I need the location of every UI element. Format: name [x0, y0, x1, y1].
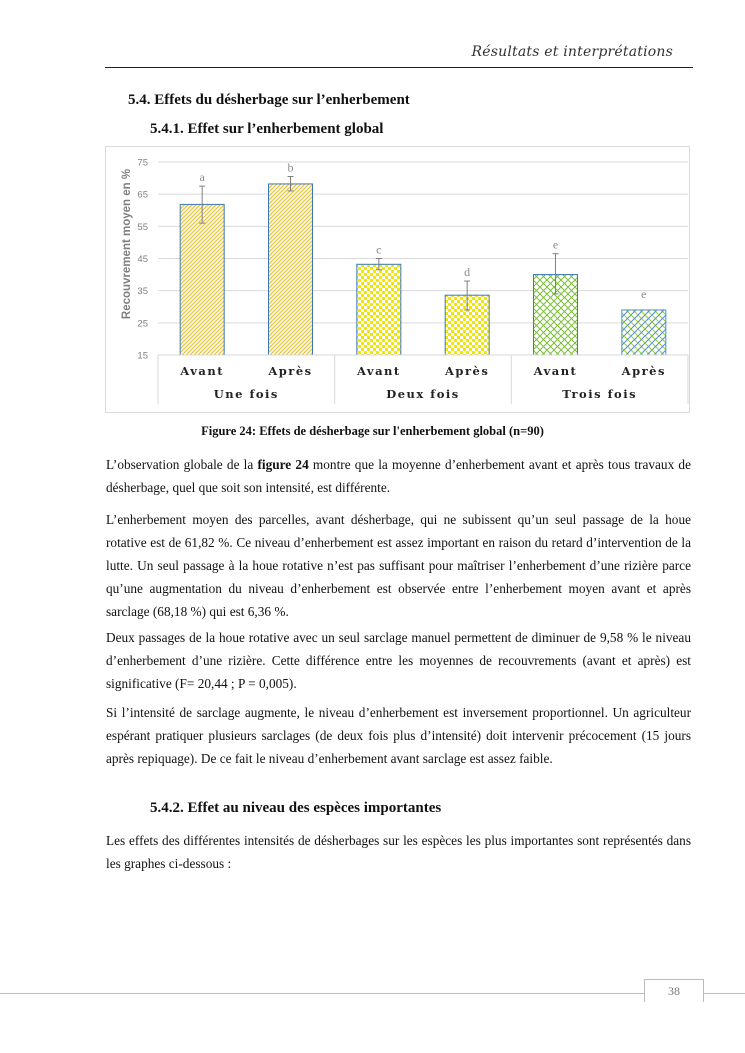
- paragraph-1-text-a: L’observation globale de la: [106, 457, 258, 472]
- running-header: Résultats et interprétations: [471, 44, 673, 60]
- bar: [269, 184, 313, 355]
- paragraph-1: [106, 453, 691, 499]
- y-tick-label: 65: [137, 189, 148, 201]
- paragraph-1-text-b: montre que la moyenne d’enherbement avant et après tous travaux de désherbage, quel que soit son intensité, est différente.: [106, 457, 691, 495]
- x-category-label: Avant: [533, 364, 578, 378]
- bar: [622, 310, 666, 355]
- figure-reference: figure 24: [257, 457, 309, 472]
- x-category-label: Avant: [356, 364, 401, 378]
- subsection-heading-2: 5.4.2. Effet au niveau des espèces importantes: [150, 800, 442, 816]
- paragraph-3: Deux passages de la houe rotative avec un seul sarclage manuel permettent de diminuer de 9,58 % le niveau d’enherbement d’une rizière. Cette différence entre les moyennes de recouvrements (avant et après) est significative (F= 20,44 ; P = 0,005).: [106, 630, 691, 691]
- y-tick-label: 35: [137, 286, 148, 298]
- header-rule: [105, 67, 693, 68]
- y-tick-label: 45: [137, 254, 148, 265]
- chart-svg: [106, 147, 689, 412]
- x-category-label: Après: [621, 364, 666, 378]
- x-category-label: Après: [445, 364, 490, 378]
- paragraph-2: L’enherbement moyen des parcelles, avant désherbage, qui ne subissent qu’un seul passage de la houe rotative est de 61,82 %. Ce niveau d’enherbement est assez important en raison du retard d’intervention de la lutte. Un seul passage à la houe rotative n’est pas suffisant pour maîtriser l’enherbement d’une rizière parce qu’une augmentation du niveau d’enherbement est observée entre l’enherbement moyen avant et après sarclage (68,18 %) qui est 6,36 %.: [106, 512, 691, 619]
- significance-letter: c: [376, 242, 382, 257]
- significance-letter: b: [287, 160, 294, 175]
- subsection-heading-1: 5.4.1. Effet sur l’enherbement global: [150, 121, 384, 137]
- bar: [180, 204, 224, 355]
- x-group-label: Deux fois: [386, 387, 460, 401]
- significance-letter: a: [199, 170, 205, 185]
- x-group-label: Trois fois: [562, 387, 638, 401]
- paragraph-5: Les effets des différentes intensités de désherbages sur les espèces les plus importantes sont représentés dans les graphes ci-dessous :: [106, 833, 691, 871]
- x-category-label: Après: [268, 364, 313, 378]
- paragraph-4: Si l’intensité de sarclage augmente, le niveau d’enherbement est inversement proportionnel. Un agriculteur espérant pratiquer plusieurs sarclages (de deux fois plus d’intensité) doit intervenir précocement (15 jours après repiquage). De ce fait le niveau d’enherbement avant sarclage est assez faible.: [106, 705, 691, 766]
- y-tick-label: 75: [137, 157, 148, 169]
- significance-letter: e: [552, 237, 559, 252]
- y-axis-label: Recouvrement moyen en %: [121, 168, 133, 320]
- y-tick-label: 25: [137, 318, 148, 330]
- section-heading: 5.4. Effets du désherbage sur l’enherbement: [128, 92, 410, 108]
- y-tick-label: 15: [137, 350, 148, 362]
- significance-letter: e: [641, 286, 647, 301]
- figure-caption: Figure 24: Effets de désherbage sur l'enherbement global (n=90): [201, 424, 544, 438]
- x-group-label: Une fois: [213, 387, 279, 401]
- y-tick-label: 55: [137, 221, 148, 233]
- page-number: 38: [644, 979, 704, 1002]
- significance-letter: d: [464, 265, 471, 280]
- footer-rule: [0, 993, 745, 994]
- bar-chart: [105, 146, 690, 413]
- bar: [357, 264, 401, 355]
- x-category-label: Avant: [180, 364, 225, 378]
